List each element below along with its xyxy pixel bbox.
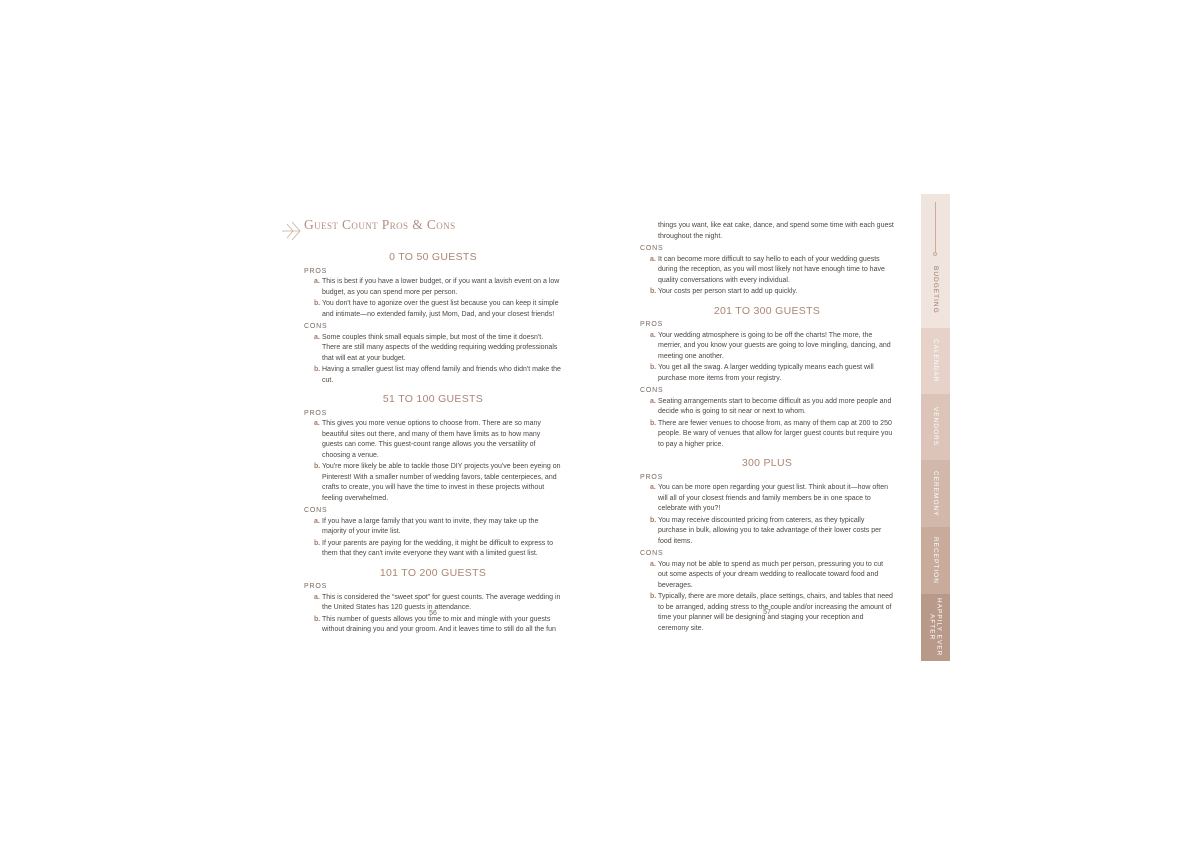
list-marker: b. [314,539,321,547]
list-item-text: Having a smaller guest list may offend family and friends who didn't make the cut. [322,366,561,384]
tab-ceremony[interactable] [921,460,950,527]
list-item-text: Typically, there are more details, place settings, chairs, and tables that need to be arranged, adding stress to the couple and/or increasing the amount of time your planner will be designing and staging your reception and ceremony site. [658,593,893,632]
cons-label: CONS [640,245,664,252]
tab-happily-ever-after[interactable] [921,594,950,661]
list-item-text: Your wedding atmosphere is going to be off the charts! The more, the merrier, and you know your guests are going to love mingling, dancing, and meeting one another. [658,331,891,360]
list-item-text: You get all the swag. A larger wedding typically means each guest will purchase more items from your registry. [658,364,874,382]
list-item-text: You may not be able to spend as much per person, pressuring you to cut out some aspects of your dream wedding to reallocate toward food and beverages. [658,560,884,589]
list-item [314,517,562,538]
title-row [304,217,562,244]
list-item-text: This is considered the “sweet spot” for guest counts. The average wedding in the United States has 120 guests in attendance. [322,593,561,611]
list-item [650,560,894,592]
list-item [650,363,894,384]
list-item [314,365,562,386]
section-heading: 0 TO 50 GUESTS [389,251,477,263]
list-marker: a. [314,420,320,427]
list-marker: a. [314,593,320,601]
continued-cons-list [640,255,894,298]
tab-label: CEREMONY [932,470,939,517]
tab-label: BUDGETING [932,266,939,314]
page-number-left: 56 [429,610,437,617]
section-heading: 300 PLUS [741,457,793,469]
list-marker: a. [650,255,656,263]
cons-label: CONS [304,323,328,330]
tab-marker-line [935,202,936,252]
list-item-text: It can become more difficult to say hello to each of your wedding guests during the reception, as you will most likely not have enough time to have quality conversations with every individual. [658,255,885,284]
list-marker: a. [650,397,656,405]
tab-reception[interactable] [921,527,950,594]
list-marker: a. [314,333,320,341]
list-item [650,419,894,451]
pros-label: PROS [304,267,328,275]
pros-label: PROS [640,473,664,481]
list-marker: b. [314,366,321,373]
continuation-text: things you want, like eat cake, dance, and spend some time with each guest throughout the night. [658,222,894,240]
left-sections [304,252,562,636]
pros-label: PROS [304,583,328,590]
section-heading: 201 TO 300 GUESTS [713,304,821,317]
page-title: Guest Count Pros & Cons [304,217,456,232]
tab-label: RECEPTION [932,537,939,584]
list-marker: b. [650,364,657,371]
page-number-right: 57 [763,608,771,616]
book-spread [250,194,950,662]
cons-label: CONS [640,550,664,557]
cons-label: CONS [304,507,328,514]
list-marker: b. [314,615,321,623]
left-page [304,194,562,637]
right-page [640,194,894,635]
list-item-text: If your parents are paying for the wedding, it might be difficult to express to them that they can't invite everyone they want with a limited guest list. [322,539,553,557]
list-marker: b. [650,593,657,600]
list-marker: b. [314,300,321,307]
section-tabs [921,194,950,661]
list-item [650,287,894,298]
tab-vendors[interactable] [921,394,950,460]
list-item-text: Some couples think small equals simple, but most of the time it doesn't. There are still many aspects of the wedding requiring wedding professionals that will eat at your budget. [322,333,558,362]
list-marker: a. [314,278,320,285]
list-item-text: Your costs per person start to add up quickly. [658,288,798,295]
list-item-text: This gives you more venue options to choose from. There are so many beautiful sites out there, and many of them have limits as to how many guests can come. This guest-count range allows you the versatility of choosing a venue. [322,420,541,459]
list-item [314,539,562,560]
list-item-text: You can be more open regarding your guest list. Think about it—how often will all of your closest friends and family members be in one space to celebrate with you?! [658,484,888,512]
list-marker: a. [314,517,320,525]
list-item-text: You may receive discounted pricing from caterers, as they typically purchase in bulk, allowing you to take advantage of their lower costs per food items. [658,516,882,545]
tab-label: VENDORS [932,407,939,447]
list-item-text: You don't have to agonize over the guest list because you can keep it simple and intimate—no extended family, just Mom, Dad, and your closest friends! [322,300,559,318]
tab-budgeting[interactable] [921,194,950,328]
list-item [314,462,562,504]
list-marker: a. [650,560,656,568]
section-heading: 51 TO 100 GUESTS [382,393,484,405]
list-item [650,397,894,418]
list-marker: b. [650,516,657,524]
list-item-text: You're more likely be able to tackle those DIY projects you've been eyeing on Pinterest! With a smaller number of wedding favors, table centerpieces, and crafts to create, you will have the time to invest in these projects without feeling overwhelmed. [322,463,561,502]
list-item-text: This number of guests allows you time to mix and mingle with your guests without draining you and your groom. And it leaves time to still do all the fun [322,615,556,633]
list-item-text: If you have a large family that you want to invite, they may take up the majority of your invite list. [322,517,539,535]
list-item [650,483,894,515]
list-item-text: This is best if you have a lower budget, or if you want a lavish event on a low budget, as you can spend more per person. [322,278,560,296]
section-heading: 101 TO 200 GUESTS [379,566,487,579]
right-sections [640,306,894,635]
list-marker: a. [650,331,656,339]
tab-label: HAPPILY EVER AFTER [928,598,943,657]
list-item-text: There are fewer venues to choose from, as many of them cap at 200 to 250 people. Be wary of venues that allow for larger guest counts but require you to pay a higher price. [658,419,893,448]
list-marker: b. [650,419,657,427]
pros-label: PROS [304,409,328,417]
list-item-text: Seating arrangements start to become difficult as you add more people and decide who is going to sit near or next to whom. [658,397,892,415]
cons-label: CONS [640,387,664,394]
tab-marker-dot [933,252,937,256]
tab-calendar[interactable] [921,328,950,394]
list-marker: a. [650,484,656,491]
list-item [650,255,894,287]
list-marker: b. [314,463,321,470]
list-item [650,331,894,363]
list-marker: b. [650,288,657,295]
list-item [650,516,894,548]
list-item [314,299,562,320]
list-item [314,419,562,461]
list-item [314,277,562,298]
list-item [314,333,562,365]
arrow-ornament-icon [280,218,302,244]
pros-label: PROS [640,321,664,328]
tab-label: CALENDAR [932,339,939,383]
